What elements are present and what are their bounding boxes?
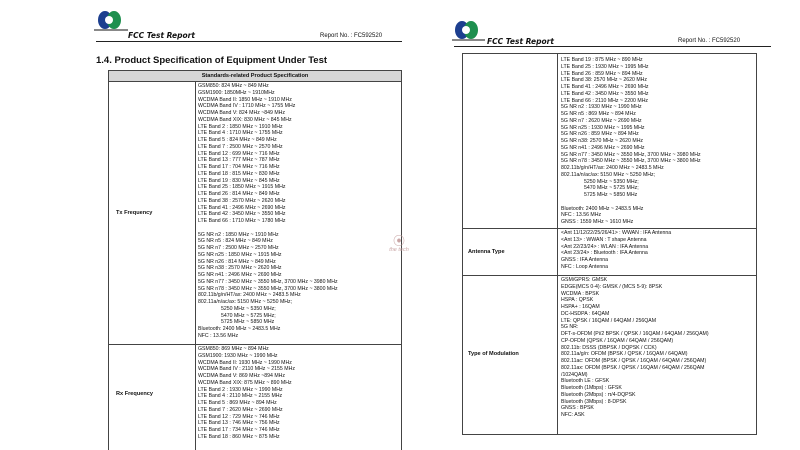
spec-line: LTE Band 66 : 1710 MHz ~ 1780 MHz	[198, 218, 286, 224]
spec-line: 5G NR n26 : 859 MHz ~ 894 MHz	[561, 131, 639, 138]
spec-line: LTE Band 12 : 729 MHz ~ 746 MHz	[198, 413, 280, 420]
spec-line: HSPA+ : 16QAM	[561, 304, 600, 310]
rx-frequency-list	[198, 346, 295, 441]
spec-line: GSM/GPRS: GMSK	[561, 277, 608, 283]
report-number: Report No. : FC592520	[320, 33, 383, 39]
rx-frequency-label: Rx Frequency	[116, 391, 153, 397]
spec-line: GSM1900: 1850MHz ~ 1910MHz	[198, 89, 275, 96]
spec-line	[198, 225, 338, 232]
spec-line: LTE: QPSK / 16QAM / 64QAM / 256QAM	[561, 317, 657, 324]
spec-line: 5G NR n77 : 3450 MHz ~ 3550 MHz, 3700 MHz ~ 3980 MHz	[561, 151, 701, 158]
spec-line: LTE Band 25 : 1930 MHz ~ 1995 MHz	[561, 63, 649, 70]
antenna-type-list	[561, 230, 671, 271]
rx-frequency-list-continued	[561, 57, 701, 226]
spec-line: WCDMA Band V: 824 MHz ~849 MHz	[198, 110, 286, 116]
spec-line: 802.11a/n/ac/ax: 5150 MHz ~ 5250 MHz;	[561, 171, 656, 178]
spec-line: LTE Band 13 : 746 MHz ~ 756 MHz	[198, 420, 280, 427]
spec-line: Bluetooth (1Mbps) : GFSK	[561, 385, 622, 391]
lab-logo-icon	[453, 20, 483, 44]
spec-line: NFC : Loop Antenna	[561, 263, 609, 270]
spec-line: GNSS : BPSK	[561, 405, 594, 412]
spec-line: GSM850: 824 MHz ~ 849 MHz	[198, 83, 269, 89]
spec-line: 5G NR n38 : 2570 MHz ~ 2620 MHz	[198, 265, 282, 272]
spec-line: LTE Band 42 : 3450 MHz ~ 3550 MHz	[198, 211, 286, 218]
modulation-type-list	[561, 277, 709, 419]
spec-line: /1024QAM)	[561, 371, 588, 378]
spec-line: <Ant 23/24> : Bluetooth : IFA Antenna	[561, 250, 648, 257]
spec-line: 5G NR n5 : 824 MHz ~ 849 MHz	[198, 238, 273, 245]
spec-line: 5G NR n41 : 2496 MHz ~ 2690 MHz	[561, 144, 645, 151]
spec-line: 5725 MHz ~ 5850 MHz	[584, 192, 638, 198]
spec-line: LTE Band 25 : 1850 MHz ~ 1915 MHz	[198, 184, 286, 191]
spec-line: 5G NR:	[561, 324, 579, 331]
spec-line: 802.11b/g/n/HT/ax: 2400 MHz ~ 2483.5 MHz	[561, 165, 664, 171]
spec-line: NFC : 13.56 MHz	[198, 332, 239, 339]
spec-line: 5G NR n25 : 1850 MHz ~ 1915 MHz	[198, 251, 282, 258]
tx-frequency-label: Tx Frequency	[116, 210, 153, 216]
spec-line: DC-HSDPA : 64QAM	[561, 310, 610, 317]
spec-line: 5G NR n25 : 1930 MHz ~ 1995 MHz	[561, 124, 645, 131]
spec-line: GNSS : 1559 MHz ~ 1610 MHz	[561, 219, 634, 225]
spec-line	[561, 199, 701, 206]
spec-line: WCDMA Band II: 1930 MHz ~ 1990 MHz	[198, 359, 292, 366]
spec-table	[108, 70, 402, 450]
spec-line: LTE Band 17 : 734 MHz ~ 746 MHz	[198, 427, 280, 433]
spec-line: LTE Band 7 : 2620 MHz ~ 2690 MHz	[198, 406, 283, 413]
header-rule	[454, 46, 771, 47]
spec-line: LTE Band 18 : 860 MHz ~ 875 MHz	[198, 433, 280, 440]
spec-line: WCDMA Band IV : 1710 MHz ~ 1755 MHz	[198, 103, 296, 110]
spec-line: Bluetooth LE : GFSK	[561, 378, 610, 385]
report-page-left	[88, 0, 410, 450]
spec-line: LTE Band 26 : 814 MHz ~ 849 MHz	[198, 191, 280, 197]
spec-line: <Ant 22/23/24> : WLAN : IFA Antenna	[561, 243, 649, 250]
page-header	[88, 0, 410, 42]
spec-line: LTE Band 17 : 704 MHz ~ 716 MHz	[198, 164, 280, 170]
report-number: Report No. : FC592520	[678, 38, 741, 44]
header-rule	[96, 41, 402, 42]
spec-line: EDGE(MCS 0-4): GMSK / (MCS 5-9): 8PSK	[561, 283, 663, 290]
spec-line: LTE Band 41 : 2496 MHz ~ 2690 MHz	[561, 84, 649, 90]
report-title: FCC Test Report	[487, 37, 554, 46]
spec-line: 5250 MHz ~ 5350 MHz;	[221, 305, 276, 312]
spec-line: 5470 MHz ~ 5725 MHz;	[221, 312, 276, 319]
spec-line: LTE Band 2 : 1930 MHz ~ 1990 MHz	[198, 386, 283, 393]
spec-line: WCDMA Band XIX: 875 MHz ~ 890 MHz	[198, 379, 292, 386]
spec-line: Bluetooth: 2400 MHz ~ 2483.5 MHz	[561, 205, 644, 212]
spec-line: 5G NR n78 : 3450 MHz ~ 3550 MHz, 3700 MHz ~ 3800 MHz	[561, 158, 701, 165]
spec-line: 802.11a/g/n: OFDM (BPSK / QPSK / 16QAM / 64QAM)	[561, 351, 688, 358]
spec-line: 5725 MHz ~ 5850 MHz	[221, 319, 275, 326]
spec-line: LTE Band 41 : 2496 MHz ~ 2690 MHz	[198, 204, 286, 211]
spec-line: WCDMA Band II: 1850 MHz ~ 1910 MHz	[198, 96, 292, 103]
spec-line: 5G NR n5 : 869 MHz ~ 894 MHz	[561, 111, 636, 117]
spec-line: NFC: ASK	[561, 412, 585, 418]
spec-line: 5250 MHz ~ 5350 MHz;	[584, 178, 639, 185]
spec-line: <Ant 13> : WWAN : T shape Antenna	[561, 236, 647, 243]
spec-line: CP-OFDM (QPSK / 16QAM / 64QAM / 256QAM)	[561, 337, 674, 344]
spec-line: 5470 MHz ~ 5725 MHz;	[584, 185, 639, 192]
spec-line: 802.11a/n/ac/ax: 5150 MHz ~ 5250 MHz;	[198, 299, 293, 305]
spec-line: NFC : 13.56 MHz	[561, 212, 602, 219]
table-header: Standards-related Product Specification	[109, 71, 401, 81]
spec-line: GSM850: 869 MHz ~ 894 MHz	[198, 346, 269, 352]
spec-line: LTE Band 18 : 815 MHz ~ 830 MHz	[198, 170, 280, 177]
spec-line: 5G NR n7 : 2620 MHz ~ 2690 MHz	[561, 117, 642, 124]
spec-line: LTE Band 7 : 2500 MHz ~ 2570 MHz	[198, 143, 283, 150]
spec-line: LTE Band 38: 2570 MHz ~ 2620 MHz	[561, 77, 647, 84]
spec-line: 5G NR n41 : 2496 MHz ~ 2690 MHz	[198, 272, 282, 278]
spec-line: WCDMA Band XIX: 830 MHz ~ 845 MHz	[198, 116, 292, 123]
watermark-text: the tech	[389, 247, 409, 253]
spec-line: LTE Band 4 : 1710 MHz ~ 1755 MHz	[198, 130, 283, 137]
spec-line: LTE Band 66 : 2110 MHz ~ 2200 MHz	[561, 97, 649, 104]
spec-line: LTE Band 5 : 869 MHz ~ 894 MHz	[198, 400, 277, 406]
spec-line: LTE Band 4 : 2110 MHz ~ 2155 MHz	[198, 393, 283, 400]
spec-line: GNSS : IFA Antenna	[561, 257, 609, 263]
spec-line: 5G NR n2 : 1930 MHz ~ 1990 MHz	[561, 104, 642, 111]
spec-line: 802.11ax: OFDM (BPSK / QPSK / 16QAM / 64QAM / 256QAM	[561, 364, 705, 371]
spec-table-continued	[462, 53, 757, 435]
tx-frequency-list	[198, 83, 338, 340]
lab-logo-icon	[96, 10, 126, 34]
spec-line: GSM1900: 1930 MHz ~ 1990 MHz	[198, 352, 278, 359]
spec-line: 5G NR n7 : 2500 MHz ~ 2570 MHz	[198, 245, 279, 251]
spec-line: LTE Band 42 : 3450 MHz ~ 3550 MHz	[561, 90, 649, 97]
spec-line: DFT-s-OFDM (Pi/2 BPSK / QPSK / 16QAM / 64QAM / 256QAM)	[561, 331, 709, 337]
spec-line: LTE Band 19 : 830 MHz ~ 845 MHz	[198, 177, 280, 184]
spec-line: 5G NR n26 : 814 MHz ~ 849 MHz	[198, 258, 276, 265]
report-page-right	[452, 0, 777, 450]
spec-line: 5G NR n2 : 1850 MHz ~ 1910 MHz	[198, 231, 279, 238]
spec-line: Bluetooth (3Mbps) : 8-DPSK	[561, 398, 627, 405]
spec-line: LTE Band 13 : 777 MHz ~ 787 MHz	[198, 157, 280, 164]
spec-line: WCDMA : BPSK	[561, 290, 600, 297]
spec-line: LTE Band 19 : 875 MHz ~ 890 MHz	[561, 57, 643, 63]
spec-line: 802.11b: DSSS (DBPSK / DQPSK / CCK)	[561, 344, 657, 351]
spec-line: 802.11ac: OFDM (BPSK / QPSK / 16QAM / 64QAM / 256QAM)	[561, 358, 707, 364]
section-title: 1.4. Product Specification of Equipment Under Test	[96, 55, 328, 66]
spec-line: LTE Band 38 : 2570 MHz ~ 2620 MHz	[198, 197, 286, 204]
spec-line: LTE Band 5 : 824 MHz ~ 849 MHz	[198, 137, 277, 143]
spec-line: LTE Band 12 : 699 MHz ~ 716 MHz	[198, 150, 280, 157]
antenna-type-label: Antenna Type	[468, 249, 505, 255]
watermark-wifi-icon: ⦿	[392, 234, 405, 248]
modulation-type-label: Type of Modulation	[468, 351, 519, 357]
spec-line: 5G NR n38: 2570 MHz ~ 2620 MHz	[561, 138, 644, 144]
spec-line: LTE Band 26 : 859 MHz ~ 894 MHz	[561, 70, 643, 77]
spec-line: <Ant 11/12/22/25/26/41> : WWAN : IFA Antenna	[561, 230, 672, 236]
page-header	[452, 0, 777, 46]
spec-line: Bluetooth (2Mbps) : π/4-DQPSK	[561, 391, 636, 398]
spec-line: 5G NR n78 : 3450 MHz ~ 3550 MHz, 3700 MHz ~ 3800 MHz	[198, 285, 338, 292]
spec-line: 5G NR n77 : 3450 MHz ~ 3550 MHz, 3700 MHz ~ 3980 MHz	[198, 278, 338, 285]
spec-line: 802.11b/g/n/HT/ax: 2400 MHz ~ 2483.5 MHz	[198, 292, 301, 299]
spec-line: HSPA : QPSK	[561, 297, 594, 304]
spec-line: WCDMA Band V: 869 MHz ~894 MHz	[198, 373, 286, 379]
watermark	[388, 235, 410, 253]
spec-line: Bluetooth: 2400 MHz ~ 2483.5 MHz	[198, 326, 281, 332]
spec-line: LTE Band 2 : 1850 MHz ~ 1910 MHz	[198, 123, 283, 130]
spec-line: WCDMA Band IV : 2110 MHz ~ 2155 MHz	[198, 366, 295, 373]
report-title: FCC Test Report	[128, 31, 195, 40]
